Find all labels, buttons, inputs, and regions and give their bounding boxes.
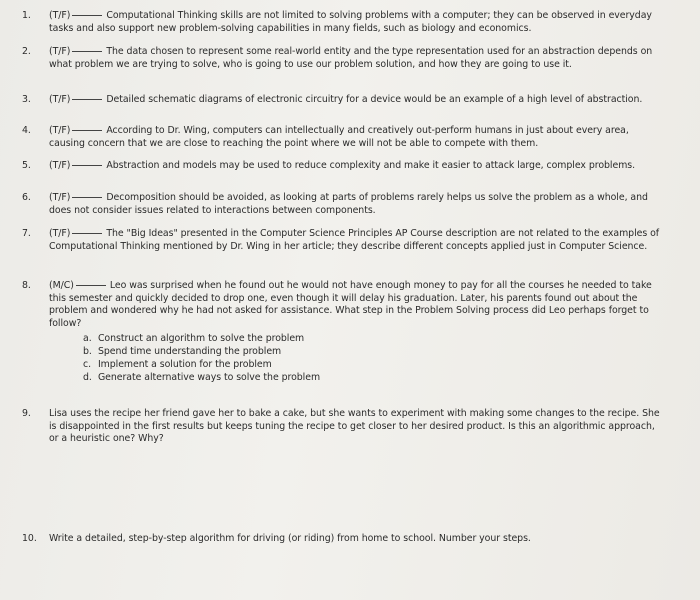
answer-options — [83, 332, 662, 384]
question-type: (T/F) — [49, 160, 71, 171]
question-text: Detailed schematic diagrams of electronic circuitry for a device would be an example of a high level of abstraction. — [106, 94, 643, 105]
question-type: (T/F) — [49, 94, 71, 105]
option-text: Construct an algorithm to solve the problem — [97, 333, 305, 344]
answer-blank[interactable] — [72, 99, 102, 100]
question-text: Write a detailed, step-by-step algorithm for driving (or riding) from home to school. Number your steps. — [49, 533, 531, 544]
question-number: 2. — [22, 46, 31, 57]
option-d[interactable] — [83, 371, 662, 384]
answer-blank[interactable] — [72, 233, 102, 234]
question-5 — [22, 160, 662, 173]
question-type: (T/F) — [49, 125, 71, 136]
question-text: The "Big Ideas" presented in the Computer Science Principles AP Course description are not related to the examples of Computational Thinking mentioned by Dr. Wing in her article; they describe different concepts applied just in Computer Science. — [49, 228, 660, 252]
question-type: (T/F) — [49, 228, 71, 239]
option-label: a. — [83, 333, 92, 344]
option-label: b. — [83, 346, 92, 357]
question-number: 3. — [22, 94, 31, 105]
question-text: Computational Thinking skills are not limited to solving problems with a computer; they can be observed in everyday tasks and also support new problem-solving capabilities in many fields, such as biology and economics. — [49, 10, 652, 34]
question-text: Lisa uses the recipe her friend gave her to bake a cake, but she wants to experiment with making some changes to the recipe. She is disappointed in the first results but keeps tuning the recipe to get closer to her desired product. Is this an algorithmic approach, or a heuristic one? Why? — [49, 408, 660, 444]
question-number: 1. — [22, 10, 31, 21]
question-type: (M/C) — [49, 280, 74, 291]
question-text: Leo was surprised when he found out he would not have enough money to pay for all the courses he needed to take this semester and quickly decided to drop one, even though it will delay his graduation. Later, his parents found out about the problem and wondered why he had not asked for assistance. What step in the Problem Solving process did Leo perhaps forget to follow? — [49, 280, 652, 329]
option-b[interactable] — [83, 345, 662, 358]
question-number: 4. — [22, 125, 31, 136]
option-c[interactable] — [83, 358, 662, 371]
option-label: d. — [83, 372, 92, 383]
option-a[interactable] — [83, 332, 662, 345]
answer-blank[interactable] — [76, 285, 106, 286]
answer-blank[interactable] — [72, 51, 102, 52]
answer-blank[interactable] — [72, 130, 102, 131]
option-text: Implement a solution for the problem — [97, 359, 272, 370]
question-number: 8. — [22, 280, 31, 291]
option-text: Spend time understanding the problem — [97, 346, 282, 357]
question-9 — [22, 408, 662, 446]
question-2 — [22, 46, 662, 71]
question-number: 9. — [22, 408, 31, 419]
option-label: c. — [83, 359, 92, 370]
question-4 — [22, 125, 662, 150]
question-type: (T/F) — [49, 192, 71, 203]
option-text: Generate alternative ways to solve the problem — [97, 372, 321, 383]
question-number: 6. — [22, 192, 31, 203]
question-6 — [22, 192, 662, 217]
question-10 — [22, 533, 662, 546]
question-1 — [22, 10, 662, 35]
question-number: 10. — [22, 533, 37, 544]
question-8 — [22, 280, 662, 384]
answer-blank[interactable] — [72, 165, 102, 166]
question-number: 5. — [22, 160, 31, 171]
answer-blank[interactable] — [72, 197, 102, 198]
question-7 — [22, 228, 662, 253]
question-type: (T/F) — [49, 10, 71, 21]
question-3 — [22, 94, 662, 107]
question-number: 7. — [22, 228, 31, 239]
question-text: The data chosen to represent some real-world entity and the type representation used for an abstraction depends on what problem we are trying to solve, who is going to use our problem solution, and how they are going to use it. — [49, 46, 653, 70]
answer-blank[interactable] — [72, 15, 102, 16]
question-text: Abstraction and models may be used to reduce complexity and make it easier to attack large, complex problems. — [106, 160, 636, 171]
question-text: According to Dr. Wing, computers can intellectually and creatively out-perform humans in just about every area, causing concern that we are close to reaching the point where we will not be able to compete with them. — [49, 125, 629, 149]
question-text: Decomposition should be avoided, as looking at parts of problems rarely helps us solve the problem as a whole, and does not consider issues related to interactions between components. — [49, 192, 648, 216]
question-type: (T/F) — [49, 46, 71, 57]
